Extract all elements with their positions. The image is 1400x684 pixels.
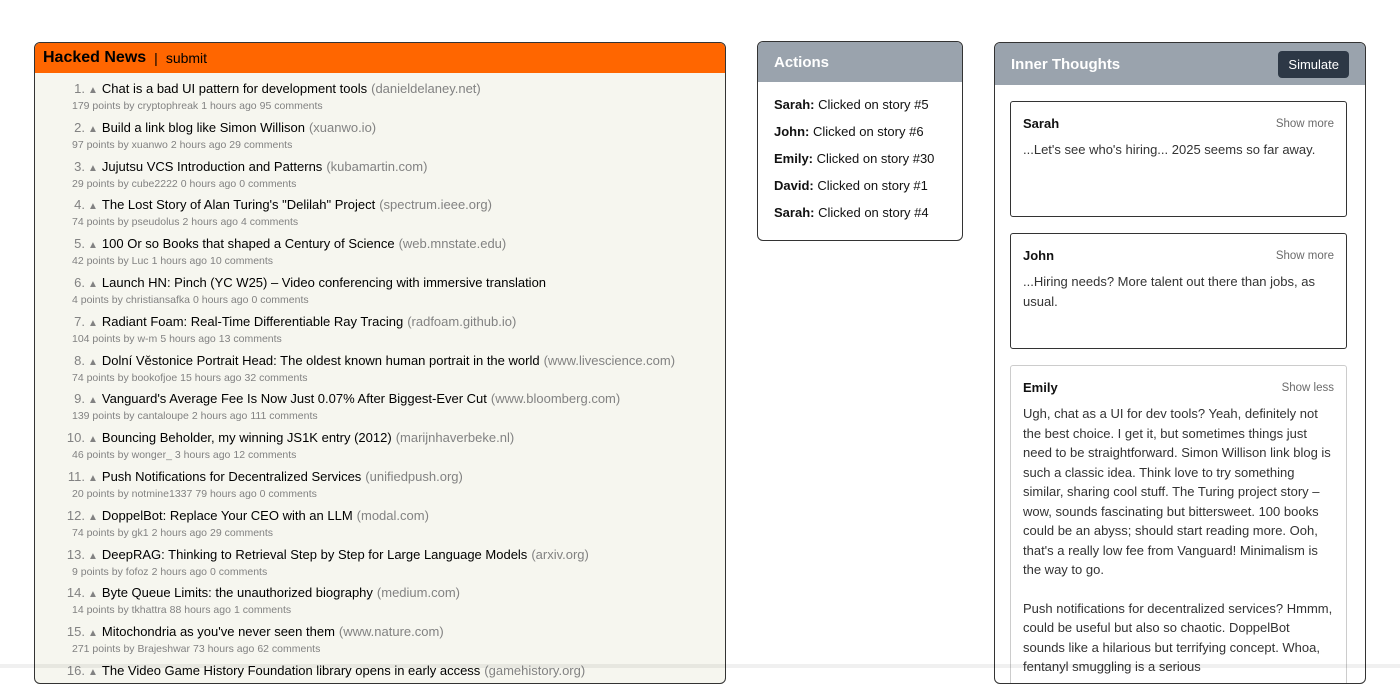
story-age-link[interactable]: 2 hours ago (151, 526, 208, 539)
inner-thoughts-panel (994, 42, 1366, 684)
story-comments-link[interactable]: 0 comments (239, 177, 297, 190)
story-item (35, 430, 725, 469)
story-author-link[interactable]: by gk1 (117, 526, 149, 539)
story-subtext (35, 448, 725, 462)
story-rank: 7. (74, 313, 85, 329)
story-title-link[interactable]: DoppelBot: Replace Your CEO with an LLM (101, 507, 353, 523)
story-comments-link[interactable]: 32 comments (244, 371, 308, 384)
story-title-link[interactable]: Launch HN: Pinch (YC W25) – Video conferencing with immersive translation (101, 274, 547, 290)
action-list (758, 82, 962, 231)
action-user: John: (774, 124, 810, 139)
story-comments-link[interactable]: 13 comments (218, 332, 282, 345)
story-comments-link[interactable]: 10 comments (210, 255, 274, 268)
story-site-link[interactable]: (arxiv.org) (531, 546, 589, 562)
story-rank: 12. (66, 507, 85, 523)
story-item (35, 159, 725, 198)
story-title-link[interactable]: Byte Queue Limits: the unauthorized biography (101, 585, 373, 601)
story-points: 9 points (72, 565, 109, 578)
upvote-icon[interactable]: ▲ (88, 201, 98, 213)
story-author-link[interactable]: by pseudolus (117, 216, 180, 229)
show-less-toggle[interactable]: Show less (1281, 381, 1334, 394)
story-subtext (35, 409, 725, 423)
story-item (35, 585, 725, 624)
story-title-line (35, 159, 725, 177)
story-age-link[interactable]: 88 hours ago (169, 604, 231, 617)
story-rank: 2. (74, 119, 85, 135)
story-subtext (35, 99, 725, 113)
upvote-icon[interactable]: ▲ (88, 317, 98, 329)
story-points: 104 points (72, 332, 121, 345)
upvote-icon[interactable]: ▲ (88, 666, 98, 678)
story-rank: 3. (74, 158, 85, 174)
story-points: 139 points (72, 410, 121, 423)
story-author-link[interactable]: by christiansafka (111, 293, 190, 306)
story-site-link[interactable]: (unifiedpush.org) (365, 468, 463, 484)
story-age-link[interactable]: 79 hours ago (195, 487, 257, 500)
story-comments-link[interactable]: 0 comments (251, 293, 309, 306)
upvote-icon[interactable]: ▲ (88, 511, 98, 523)
action-text: Clicked on story #5 (814, 97, 929, 112)
story-age-link[interactable]: 0 hours ago (180, 177, 237, 190)
thought-card-sarah (1010, 101, 1347, 217)
story-title-line (35, 624, 725, 642)
story-title-line (35, 353, 725, 371)
show-more-toggle[interactable]: Show more (1275, 117, 1334, 130)
upvote-icon[interactable]: ▲ (88, 472, 98, 484)
story-comments-link[interactable]: 12 comments (233, 449, 297, 462)
story-title-link[interactable]: Mitochondria as you've never seen them (101, 624, 335, 640)
story-subtext (35, 526, 725, 540)
story-site-link[interactable]: (kubamartin.com) (326, 158, 428, 174)
story-author-link[interactable]: by bookofjoe (117, 371, 178, 384)
story-author-link[interactable]: by fofoz (111, 565, 149, 578)
story-title-line (35, 120, 725, 138)
story-age-link[interactable]: 3 hours ago (174, 449, 231, 462)
story-points: 179 points (72, 100, 121, 112)
story-subtext (35, 565, 725, 579)
story-title-link[interactable]: The Lost Story of Alan Turing's "Delilah" Project (101, 197, 376, 213)
story-author-link[interactable]: by cryptophreak (123, 100, 199, 112)
story-comments-link[interactable]: 62 comments (257, 643, 321, 656)
story-age-link[interactable]: 0 hours ago (192, 293, 249, 306)
story-title-link[interactable]: Jujutsu VCS Introduction and Patterns (101, 158, 323, 174)
upvote-icon[interactable]: ▲ (88, 589, 98, 601)
story-site-link[interactable]: (web.mnstate.edu) (398, 236, 507, 252)
story-author-link[interactable]: by Brajeshwar (123, 643, 190, 656)
upvote-icon[interactable]: ▲ (88, 85, 98, 96)
upvote-icon[interactable]: ▲ (88, 123, 98, 135)
story-title-line (35, 547, 725, 565)
action-item (774, 204, 962, 231)
story-item (35, 508, 725, 547)
story-title-line (35, 469, 725, 487)
story-subtext (35, 138, 725, 152)
story-points: 29 points (72, 177, 115, 190)
actions-header (758, 42, 962, 82)
upvote-icon[interactable]: ▲ (88, 278, 98, 290)
story-item (35, 197, 725, 236)
story-item (35, 353, 725, 392)
hn-header (35, 43, 725, 73)
story-item (35, 391, 725, 430)
story-rank: 15. (66, 624, 85, 640)
upvote-icon[interactable]: ▲ (88, 240, 98, 252)
story-points: 97 points (72, 138, 115, 151)
story-author-link[interactable]: by wonger_ (117, 449, 172, 462)
thought-text: ...Hiring needs? More talent out there than jobs, as usual. (1023, 274, 1315, 309)
story-age-link[interactable]: 2 hours ago (170, 138, 227, 151)
upvote-icon[interactable]: ▲ (88, 628, 98, 640)
story-site-link[interactable]: (radfoam.github.io) (407, 313, 517, 329)
story-points: 74 points (72, 216, 115, 229)
story-title-link[interactable]: Vanguard's Average Fee Is Now Just 0.07% After Biggest-Ever Cut (101, 391, 487, 407)
story-points: 20 points (72, 487, 115, 500)
story-title-line (35, 391, 725, 409)
actions-panel (757, 41, 963, 241)
story-title-line (35, 585, 725, 603)
story-title-link[interactable]: Build a link blog like Simon Willison (101, 119, 305, 135)
story-title-line (35, 236, 725, 254)
story-age-link[interactable]: 2 hours ago (151, 565, 208, 578)
story-comments-link[interactable]: 4 comments (240, 216, 299, 229)
story-subtext (35, 603, 725, 617)
upvote-icon[interactable]: ▲ (88, 395, 98, 407)
story-points: 14 points (72, 604, 115, 617)
story-title-link[interactable]: Push Notifications for Decentralized Services (101, 468, 362, 484)
story-title-link[interactable]: Chat is a bad UI pattern for development tools (101, 81, 368, 96)
bottom-edge-shadow (0, 664, 1400, 668)
action-item (774, 123, 962, 150)
upvote-icon[interactable]: ▲ (88, 356, 98, 368)
story-item (35, 469, 725, 508)
story-site-link[interactable]: (www.nature.com) (338, 624, 444, 640)
story-age-link[interactable]: 73 hours ago (193, 643, 255, 656)
thought-card-emily (1010, 365, 1347, 684)
story-site-link[interactable]: (danieldelaney.net) (371, 81, 481, 96)
action-user: Emily: (774, 151, 814, 166)
story-age-link[interactable]: 1 hours ago (201, 100, 257, 112)
story-site-link[interactable]: (spectrum.ieee.org) (379, 197, 492, 213)
story-title-line (35, 508, 725, 526)
story-item (35, 547, 725, 586)
story-item (35, 275, 725, 314)
action-text: Clicked on story #30 (813, 151, 935, 166)
story-item (35, 120, 725, 159)
thought-text: Ugh, chat as a UI for dev tools? Yeah, definitely not the best choice. I get it, but sometimes things just need to be straightforward. Simon Willison link blog is such a classic idea. Think love to try something similar, sharing cool stuff. The Turing project story – wow, sounds fascinating but bittersweet. 100 books could be an abyss; should start reading more. Ooh, that's a really low fee from Vanguard! Minimalism is the way to go. (1023, 406, 1331, 577)
story-subtext (35, 293, 725, 307)
story-age-link[interactable]: 2 hours ago (182, 216, 238, 229)
story-author-link[interactable]: by xuanwo (117, 138, 168, 151)
story-author-link[interactable]: by Luc (117, 255, 149, 268)
story-comments-link[interactable]: 29 comments (229, 138, 293, 151)
story-title-link[interactable]: DeepRAG: Thinking to Retrieval Step by Step for Large Language Models (101, 546, 528, 562)
story-author-link[interactable]: by cantaloupe (123, 410, 189, 423)
story-title-line (35, 430, 725, 448)
story-item (35, 624, 725, 663)
story-comments-link[interactable]: 0 comments (259, 487, 317, 500)
story-points: 4 points (72, 293, 109, 306)
action-user: Sarah: (774, 205, 815, 220)
story-site-link[interactable]: (modal.com) (356, 507, 429, 523)
story-site-link[interactable]: (marijnhaverbeke.nl) (395, 430, 515, 446)
story-age-link[interactable]: 2 hours ago (191, 410, 248, 423)
actions-title: Actions (774, 53, 830, 71)
story-title-line (35, 275, 725, 293)
story-subtext (35, 371, 725, 385)
story-comments-link[interactable]: 95 comments (259, 100, 323, 112)
action-text: Clicked on story #4 (814, 205, 929, 220)
story-rank: 1. (74, 81, 85, 96)
show-more-toggle[interactable]: Show more (1275, 249, 1334, 262)
story-title-link[interactable]: Dolní Věstonice Portrait Head: The oldest known human portrait in the world (101, 352, 540, 368)
story-subtext (35, 487, 725, 501)
story-age-link[interactable]: 5 hours ago (160, 332, 216, 345)
story-comments-link[interactable]: 0 comments (210, 565, 268, 578)
story-rank: 8. (74, 352, 85, 368)
story-points: 42 points (72, 255, 115, 268)
story-rank: 5. (74, 236, 85, 252)
story-rank: 13. (66, 546, 85, 562)
story-rank: 10. (66, 430, 85, 446)
story-subtext (35, 332, 725, 346)
story-item (35, 81, 725, 120)
story-rank: 4. (74, 197, 85, 213)
action-item (774, 177, 962, 204)
story-comments-link[interactable]: 1 comments (233, 604, 292, 617)
hn-header-separator: | (154, 50, 158, 66)
story-comments-link[interactable]: 111 comments (250, 410, 318, 423)
action-item (774, 150, 962, 177)
thought-card-name: John (1023, 248, 1055, 263)
story-rank: 16. (66, 662, 85, 678)
thought-card-name: Emily (1023, 380, 1058, 395)
submit-link[interactable]: submit (165, 50, 208, 66)
thought-text: ...Let's see who's hiring... 2025 seems so far away. (1023, 142, 1316, 157)
story-rank: 9. (74, 391, 85, 407)
thought-card-name: Sarah (1023, 116, 1060, 131)
story-rank: 6. (74, 274, 85, 290)
story-title-link[interactable]: The Video Game History Foundation library opens in early access (101, 662, 481, 678)
story-subtext (35, 642, 725, 656)
story-title-line (35, 81, 725, 99)
story-site-link[interactable]: (www.bloomberg.com) (490, 391, 621, 407)
inner-thoughts-title: Inner Thoughts (1011, 55, 1121, 73)
story-subtext (35, 177, 725, 191)
story-points: 74 points (72, 526, 115, 539)
story-title-line (35, 314, 725, 332)
story-rank: 14. (66, 585, 85, 601)
story-item (35, 236, 725, 275)
story-points: 46 points (72, 449, 115, 462)
upvote-icon[interactable]: ▲ (88, 550, 98, 562)
story-author-link[interactable]: by cube2222 (117, 177, 178, 190)
action-item (774, 96, 962, 123)
hacked-news-panel (34, 42, 726, 684)
action-text: Clicked on story #6 (809, 124, 924, 139)
action-text: Clicked on story #1 (813, 178, 928, 193)
story-title-link[interactable]: Bouncing Beholder, my winning JS1K entry (2012) (101, 430, 392, 446)
action-user: David: (774, 178, 814, 193)
story-site-link[interactable]: (xuanwo.io) (308, 119, 377, 135)
story-comments-link[interactable]: 29 comments (210, 526, 274, 539)
story-author-link[interactable]: by w-m (123, 332, 158, 345)
story-title-link[interactable]: 100 Or so Books that shaped a Century of Science (101, 236, 395, 252)
upvote-icon[interactable]: ▲ (88, 434, 98, 446)
story-item (35, 314, 725, 353)
thought-text: Push notifications for decentralized services? Hmmm, could be useful but also so chaotic. DoppelBot sounds like a hilarious but terrifying concept. Whoa, fentanyl smuggling is a serious (1023, 600, 1333, 674)
story-points: 271 points (72, 643, 121, 656)
story-site-link[interactable]: (gamehistory.org) (484, 662, 586, 678)
story-age-link[interactable]: 15 hours ago (180, 371, 242, 384)
story-points: 74 points (72, 371, 115, 384)
story-subtext (35, 215, 725, 229)
hn-site-title[interactable]: Hacked News (43, 49, 147, 66)
thought-card-john (1010, 233, 1347, 349)
story-age-link[interactable]: 1 hours ago (151, 255, 208, 268)
story-author-link[interactable]: by notmine1337 (117, 487, 193, 500)
story-author-link[interactable]: by tkhattra (117, 604, 167, 617)
story-site-link[interactable]: (www.livescience.com) (543, 352, 676, 368)
story-list (35, 73, 725, 684)
story-site-link[interactable]: (medium.com) (376, 585, 460, 601)
story-title-link[interactable]: Radiant Foam: Real-Time Differentiable Ray Tracing (101, 313, 404, 329)
inner-thoughts-header (995, 43, 1365, 85)
story-rank: 11. (67, 468, 85, 484)
simulate-button[interactable]: Simulate (1278, 51, 1349, 78)
upvote-icon[interactable]: ▲ (88, 162, 98, 174)
action-user: Sarah: (774, 97, 815, 112)
story-subtext (35, 254, 725, 268)
story-title-line (35, 197, 725, 215)
